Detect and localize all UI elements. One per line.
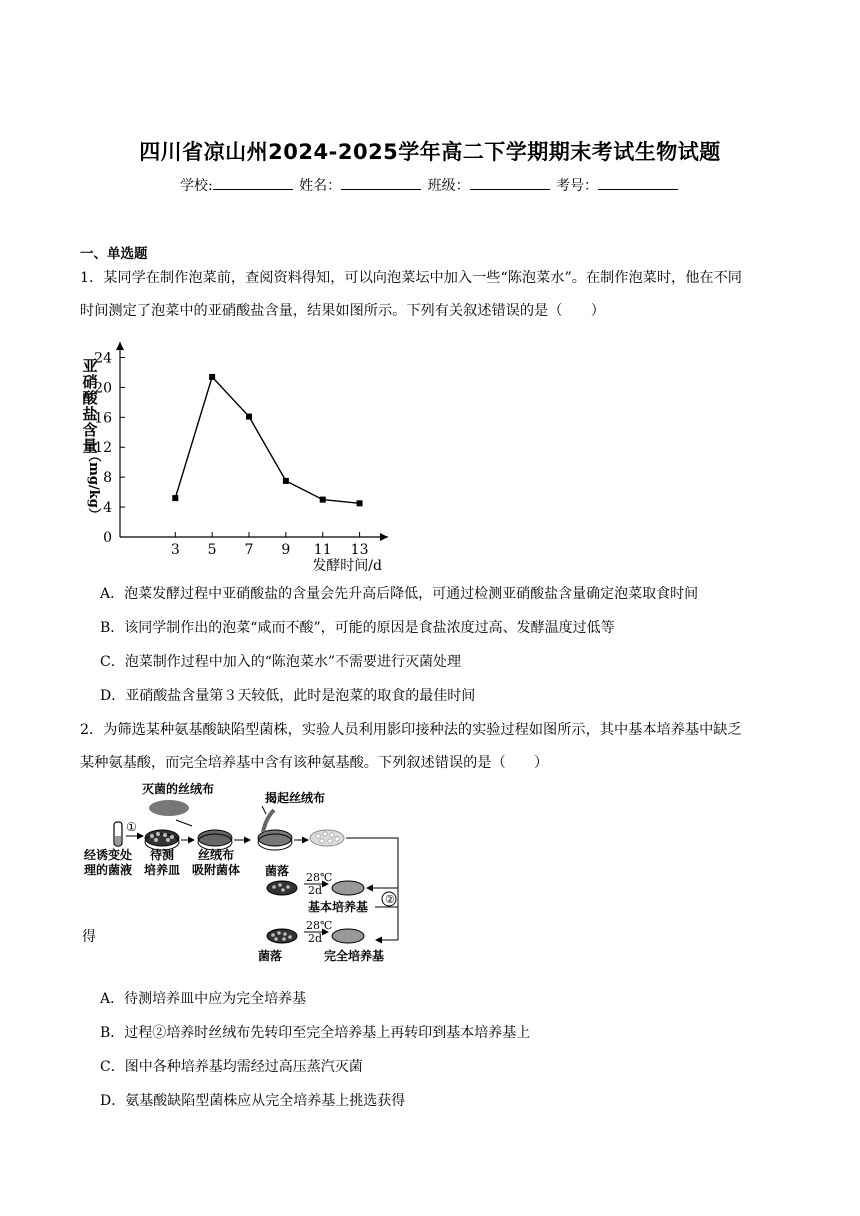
school-blank[interactable]	[213, 177, 293, 190]
adsorb-label-line1: 丝绒布	[198, 848, 235, 862]
student-info-line	[0, 175, 860, 195]
section-title: 一、单选题	[80, 246, 148, 262]
q1-option-c[interactable]: C．泡菜制作过程中加入的“陈泡菜水”不需要进行灭菌处理	[100, 654, 462, 670]
test-plate-icon	[145, 830, 179, 846]
school-label: 学校:	[179, 178, 213, 194]
q1-option-a[interactable]: A．泡菜发酵过程中亚硝酸盐的含量会先升高后降低，可通过检测亚硝酸盐含量确定泡菜取食时间	[100, 586, 699, 602]
data-point	[172, 495, 178, 501]
x-axis-label: 发酵时间/d	[312, 558, 382, 574]
exam-no-label: 考号：	[556, 178, 599, 194]
y-tick-label: 24	[94, 350, 112, 367]
q1-stem-line1: 1．某同学在制作泡菜前，查阅资料得知，可以向泡菜坛中加入一些“陈泡菜水”。在制作泡菜时，他在不同	[80, 270, 742, 286]
velvet-label: 灭菌的丝绒布	[142, 782, 215, 796]
step2-label: ②	[385, 893, 395, 906]
x-tick-label: 7	[244, 542, 254, 558]
tube-label-line1: 经诱变处	[84, 848, 133, 862]
lift-label: 揭起丝绒布	[265, 791, 326, 805]
y-axis-label-char: 亚	[82, 357, 98, 375]
data-point	[283, 478, 289, 484]
series-line	[175, 377, 359, 503]
q2-option-d[interactable]: D．氨基酸缺陷型菌株应从完全培养基上挑选获得	[100, 1093, 406, 1109]
q2-stem-line1: 2．为筛选某种氨基酸缺陷型菌株，实验人员利用影印接种法的实验过程如图所示，其中基本培养基中缺乏	[80, 722, 742, 738]
adsorb-plate-icon	[198, 830, 232, 846]
colony-label-upper: 菌落	[265, 864, 290, 878]
adsorb-label-line2: 吸附菌体	[192, 863, 241, 877]
colony-label-lower: 菌落	[258, 949, 283, 963]
stray-character: 得	[82, 929, 96, 945]
complete-medium-label: 完全培养基	[324, 949, 385, 963]
basic-medium-label: 基本培养基	[308, 900, 369, 914]
temp-label-upper: 28℃	[306, 871, 333, 884]
complete-result-plate-icon	[267, 929, 297, 943]
temp-label-lower: 28℃	[306, 919, 333, 932]
y-axis-label-char: 硝	[82, 373, 98, 391]
lift-plate-icon	[258, 830, 292, 846]
q2-option-c[interactable]: C．图中各种培养基均需经过高压蒸汽灭菌	[100, 1059, 363, 1075]
name-blank[interactable]	[341, 177, 421, 190]
tube-label-line2: 理的菌液	[84, 863, 133, 877]
y-axis-label-char: 酸	[82, 389, 98, 407]
data-point	[320, 497, 326, 503]
lifted-velvet-icon	[263, 810, 274, 832]
y-axis-label-char: 量	[82, 437, 98, 455]
velvet-pointer	[176, 820, 192, 826]
nitrite-chart	[78, 330, 408, 575]
class-label: 班级：	[427, 178, 470, 194]
step1-label: ①	[126, 820, 137, 834]
y-axis-unit-label: （mg/kg）	[86, 449, 101, 521]
y-tick-label: 8	[103, 470, 112, 487]
x-tick-label: 9	[281, 542, 291, 558]
y-tick-label: 4	[103, 500, 112, 517]
data-point	[246, 414, 252, 420]
exam-no-blank[interactable]	[598, 177, 678, 190]
days-label-upper: 2d	[308, 884, 323, 897]
y-tick-label: 0	[103, 530, 112, 546]
velvet-cloth-icon	[149, 800, 189, 816]
page-title: 四川省凉山州2024-2025学年高二下学期期末考试生物试题	[139, 140, 721, 164]
q2-stem-line2: 某种氨基酸，而完全培养基中含有该种氨基酸。下列叙述错误的是（ ）	[80, 755, 549, 771]
y-axis-arrowhead	[116, 342, 124, 350]
days-label-lower: 2d	[308, 932, 323, 945]
data-point	[209, 374, 215, 380]
basic-result-plate-icon	[267, 881, 297, 895]
x-tick-label: 13	[350, 542, 369, 558]
basic-medium-plate-icon	[332, 881, 364, 895]
test-tube-liquid	[115, 836, 121, 845]
class-blank[interactable]	[470, 177, 550, 190]
y-axis-label-char: 含	[82, 421, 98, 439]
name-label: 姓名：	[299, 178, 342, 194]
x-tick-label: 5	[207, 542, 217, 558]
replica-plating-diagram	[80, 780, 410, 970]
test-plate-label-line1: 待测	[150, 848, 175, 862]
y-axis-label-char: 盐	[82, 405, 98, 423]
q1-option-d[interactable]: D．亚硝酸盐含量第３天较低，此时是泡菜的取食的最佳时间	[100, 688, 476, 704]
test-plate-label-line2: 培养皿	[144, 863, 181, 877]
complete-medium-plate-icon	[332, 929, 364, 943]
y-tick-label: 20	[94, 380, 112, 397]
y-tick-label: 12	[94, 440, 112, 457]
x-axis-arrowhead	[380, 533, 388, 541]
y-tick-label: 16	[94, 410, 112, 427]
q2-option-a[interactable]: A．待测培养皿中应为完全培养基	[100, 991, 307, 1007]
q1-stem-line2: 时间测定了泡菜中的亚硝酸盐含量，结果如图所示。下列有关叙述错误的是（ ）	[80, 303, 605, 319]
data-point	[357, 500, 363, 506]
q1-option-b[interactable]: B．该同学制作出的泡菜“咸而不酸”，可能的原因是食盐浓度过高、发酵温度过低等	[100, 620, 615, 636]
q2-option-b[interactable]: B．过程②培养时丝绒布先转印至完全培养基上再转印到基本培养基上	[100, 1025, 531, 1041]
x-tick-label: 3	[170, 542, 180, 558]
lift-pointer	[262, 806, 266, 814]
x-tick-label: 11	[313, 542, 332, 558]
